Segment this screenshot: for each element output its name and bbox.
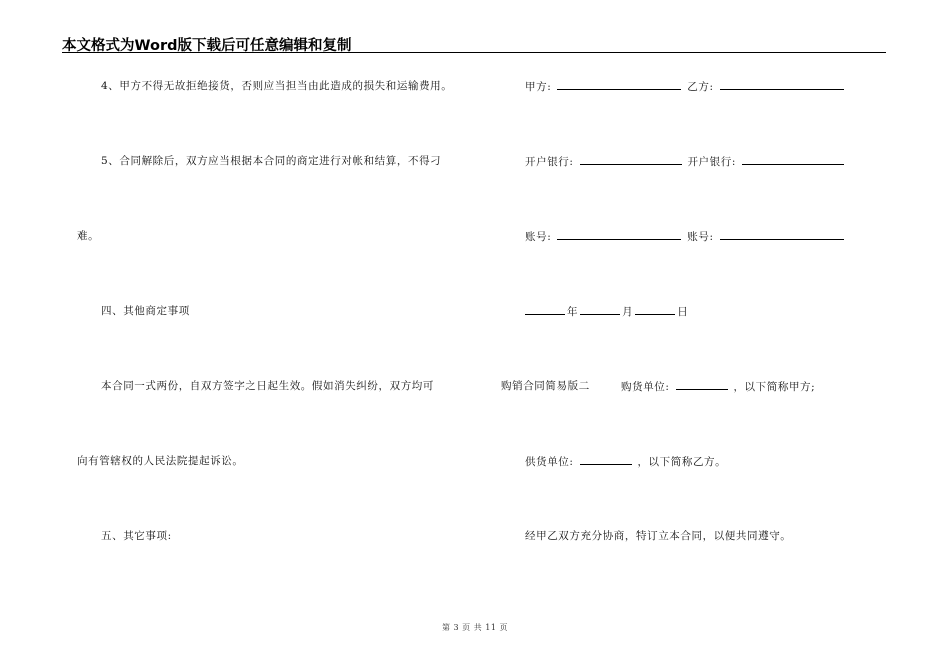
bank-b-label: 开户银行: bbox=[687, 156, 736, 168]
bank-b-blank-line bbox=[742, 154, 844, 165]
bank-a-blank-line bbox=[580, 154, 682, 165]
year-blank-line bbox=[525, 304, 565, 315]
buyer-blank-line bbox=[676, 379, 728, 390]
validity-clause-text: 本合同一式两份，自双方签字之日起生效。假如消失纠纷，双方均可 bbox=[101, 380, 434, 392]
month-label: 月 bbox=[622, 306, 634, 318]
buyer-suffix: ，以下简称甲方; bbox=[733, 381, 816, 393]
month-blank-line bbox=[580, 304, 620, 315]
party-a-blank-line bbox=[557, 79, 681, 90]
supplier-suffix: ，以下简称乙方。 bbox=[637, 456, 727, 468]
account-b-blank-line bbox=[720, 229, 844, 240]
day-label: 日 bbox=[677, 306, 689, 318]
validity-clause-continuation: 向有管辖权的人民法院提起诉讼。 bbox=[77, 455, 244, 467]
account-b-label: 账号: bbox=[687, 231, 714, 243]
agreement-text: 经甲乙双方充分协商，特订立本合同，以便共同遵守。 bbox=[525, 530, 792, 542]
section-4-heading: 四、其他商定事项 bbox=[101, 305, 190, 317]
clause-5-continuation: 难。 bbox=[77, 230, 100, 242]
account-row bbox=[525, 229, 846, 244]
buyer-row bbox=[621, 379, 815, 394]
supplier-blank-line bbox=[580, 454, 632, 465]
document-header-title: 本文格式为Word版下载后可任意编辑和复制 bbox=[62, 38, 352, 54]
party-a-label: 甲方: bbox=[525, 81, 552, 93]
year-label: 年 bbox=[567, 306, 579, 318]
day-blank-line bbox=[635, 304, 675, 315]
bank-a-label: 开户银行: bbox=[525, 156, 574, 168]
page-number-footer: 第 3 页 共 11 页 bbox=[442, 623, 508, 632]
party-b-blank-line bbox=[720, 79, 844, 90]
supplier-label: 供货单位: bbox=[525, 456, 574, 468]
date-row bbox=[525, 304, 688, 319]
account-a-label: 账号: bbox=[525, 231, 552, 243]
supplier-row bbox=[525, 454, 726, 469]
contract-title: 购销合同简易版二 bbox=[501, 380, 590, 392]
party-b-label: 乙方: bbox=[687, 81, 714, 93]
clause-4-text: 4、甲方不得无故拒绝接货，否则应当担当由此造成的损失和运输费用。 bbox=[101, 80, 453, 92]
section-5-heading: 五、其它事项: bbox=[101, 530, 172, 542]
header-divider bbox=[62, 52, 886, 53]
buyer-label: 购货单位: bbox=[621, 381, 670, 393]
account-a-blank-line bbox=[557, 229, 681, 240]
bank-row bbox=[525, 154, 846, 169]
party-signature-row bbox=[525, 79, 846, 94]
clause-5-text: 5、合同解除后，双方应当根据本合同的商定进行对帐和结算，不得刁 bbox=[101, 155, 442, 167]
